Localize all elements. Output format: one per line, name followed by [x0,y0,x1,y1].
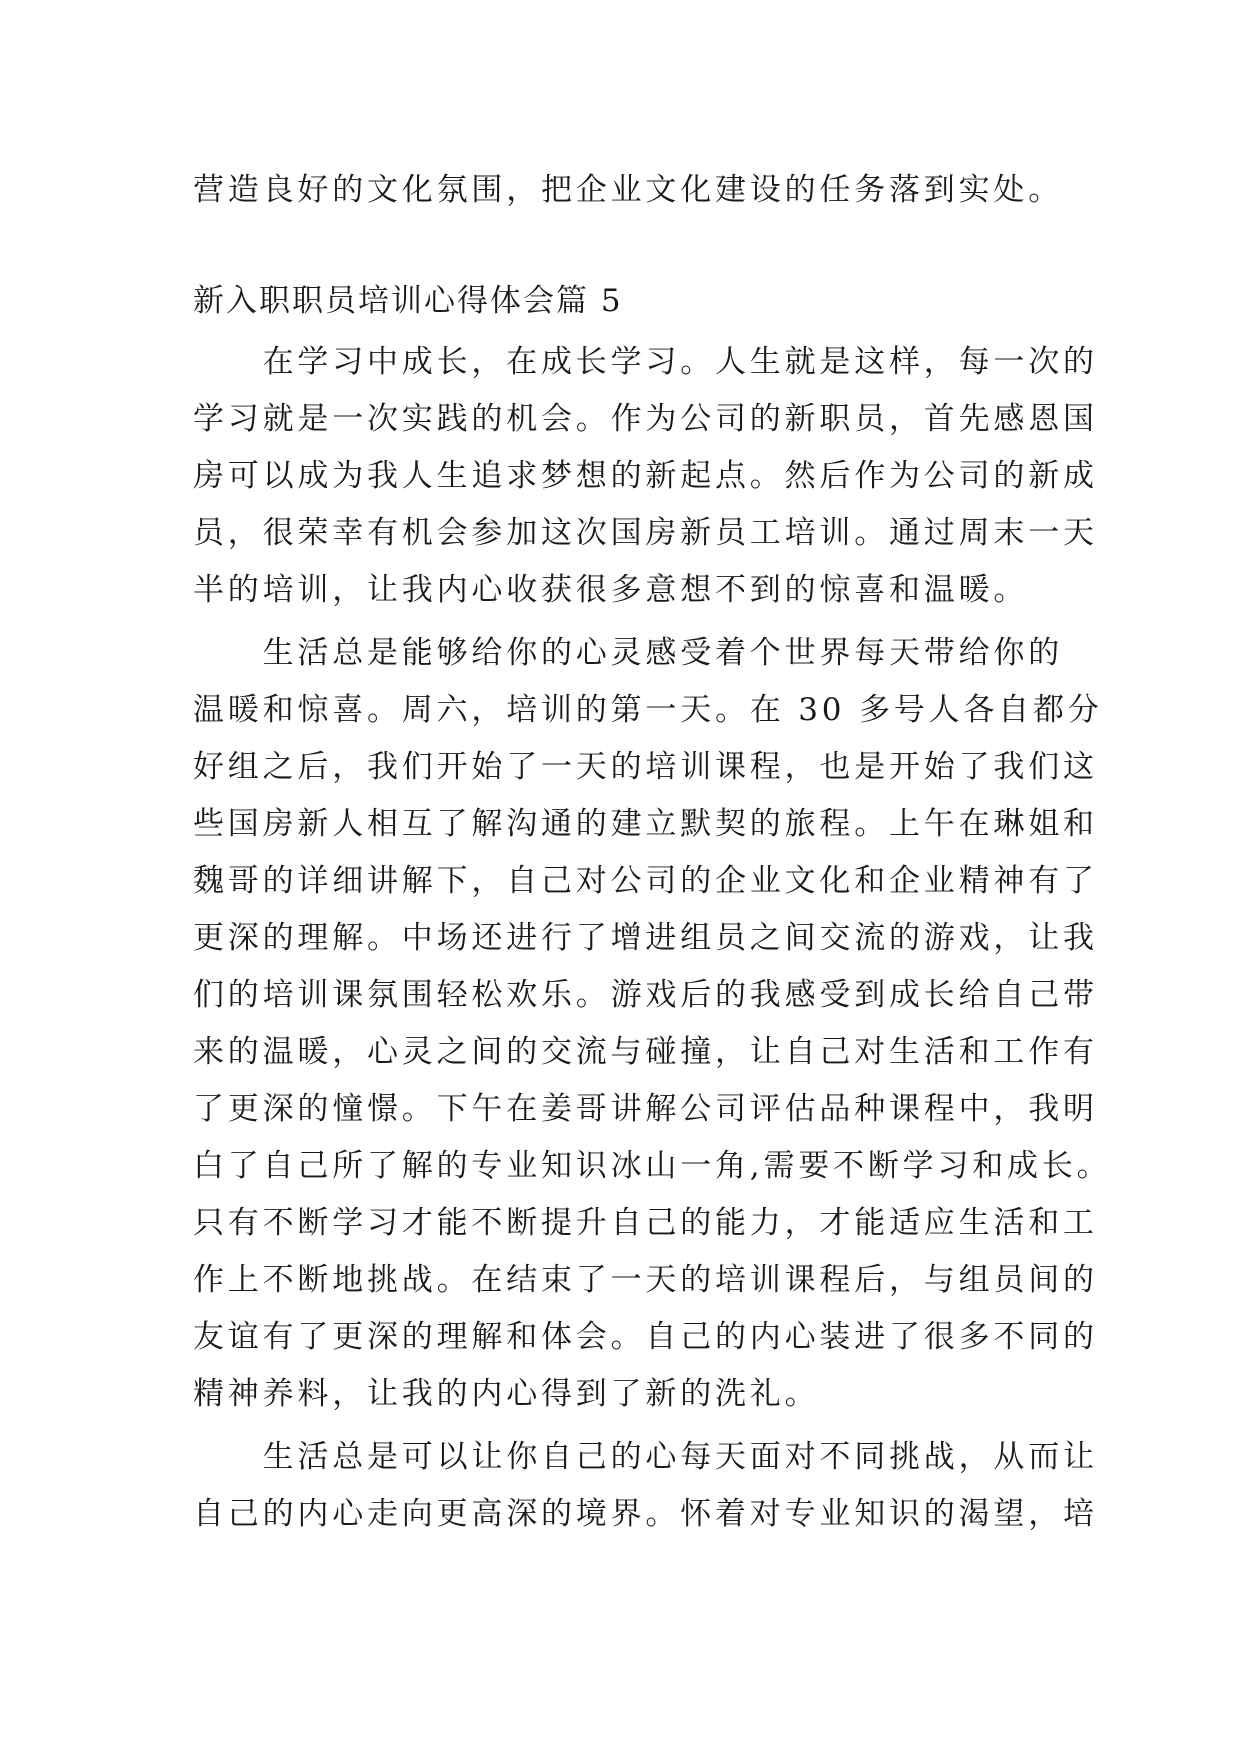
paragraph-line: 员，很荣幸有机会参加这次国房新员工培训。通过周末一天 [193,515,1098,551]
paragraph-line: 自己的内心走向更高深的境界。怀着对专业知识的渴望，培 [193,1496,1098,1532]
paragraph-line: 房可以成为我人生追求梦想的新起点。然后作为公司的新成 [193,458,1098,494]
paragraph-line: 学习就是一次实践的机会。作为公司的新职员，首先感恩国 [193,401,1098,437]
paragraph-line: 来的温暖，心灵之间的交流与碰撞，让自己对生活和工作有 [193,1034,1098,1070]
paragraph-list [193,334,1112,1543]
paragraph-line: 生活总是可以让你自己的心每天面对不同挑战，从而让 [193,1439,1098,1475]
paragraph-line: 白了自己所了解的专业知识冰山一角,需要不断学习和成长。 [193,1148,1112,1184]
paragraph-line: 精神养料，让我的内心得到了新的洗礼。 [193,1376,820,1412]
paragraph [193,1429,1098,1543]
document-body [193,162,1112,1543]
paragraph-line: 魏哥的详细讲解下，自己对公司的企业文化和企业精神有了 [193,863,1098,899]
paragraph-line: 些国房新人相互了解沟通的建立默契的旅程。上午在琳姐和 [193,806,1098,842]
paragraph [193,334,1098,619]
paragraph-line: 在学习中成长，在成长学习。人生就是这样，每一次的 [193,344,1098,380]
paragraph [193,625,1112,1423]
continuation-line: 营造良好的文化氛围，把企业文化建设的任务落到实处。 [193,172,1063,208]
paragraph-line: 好组之后，我们开始了一天的培训课程，也是开始了我们这 [193,749,1098,785]
section-heading: 新入职职员培训心得体会篇 5 [193,283,623,319]
paragraph-line: 只有不断学习才能不断提升自己的能力，才能适应生活和工 [193,1205,1098,1241]
paragraph-line: 作上不断地挑战。在结束了一天的培训课程后，与组员间的 [193,1262,1098,1298]
paragraph-line: 生活总是能够给你的心灵感受着个世界每天带给你的 [193,635,1063,671]
paragraph-line: 半的培训，让我内心收获很多意想不到的惊喜和温暖。 [193,572,1029,608]
paragraph-line: 更深的理解。中场还进行了增进组员之间交流的游戏，让我 [193,920,1098,956]
paragraph-line: 们的培训课氛围轻松欢乐。游戏后的我感受到成长给自己带 [193,977,1098,1013]
paragraph-line: 了更深的憧憬。下午在姜哥讲解公司评估品种课程中，我明 [193,1091,1098,1127]
paragraph-line: 友谊有了更深的理解和体会。自己的内心装进了很多不同的 [193,1319,1098,1355]
paragraph-line: 温暖和惊喜。周六，培训的第一天。在 30 多号人各自都分 [193,692,1103,728]
